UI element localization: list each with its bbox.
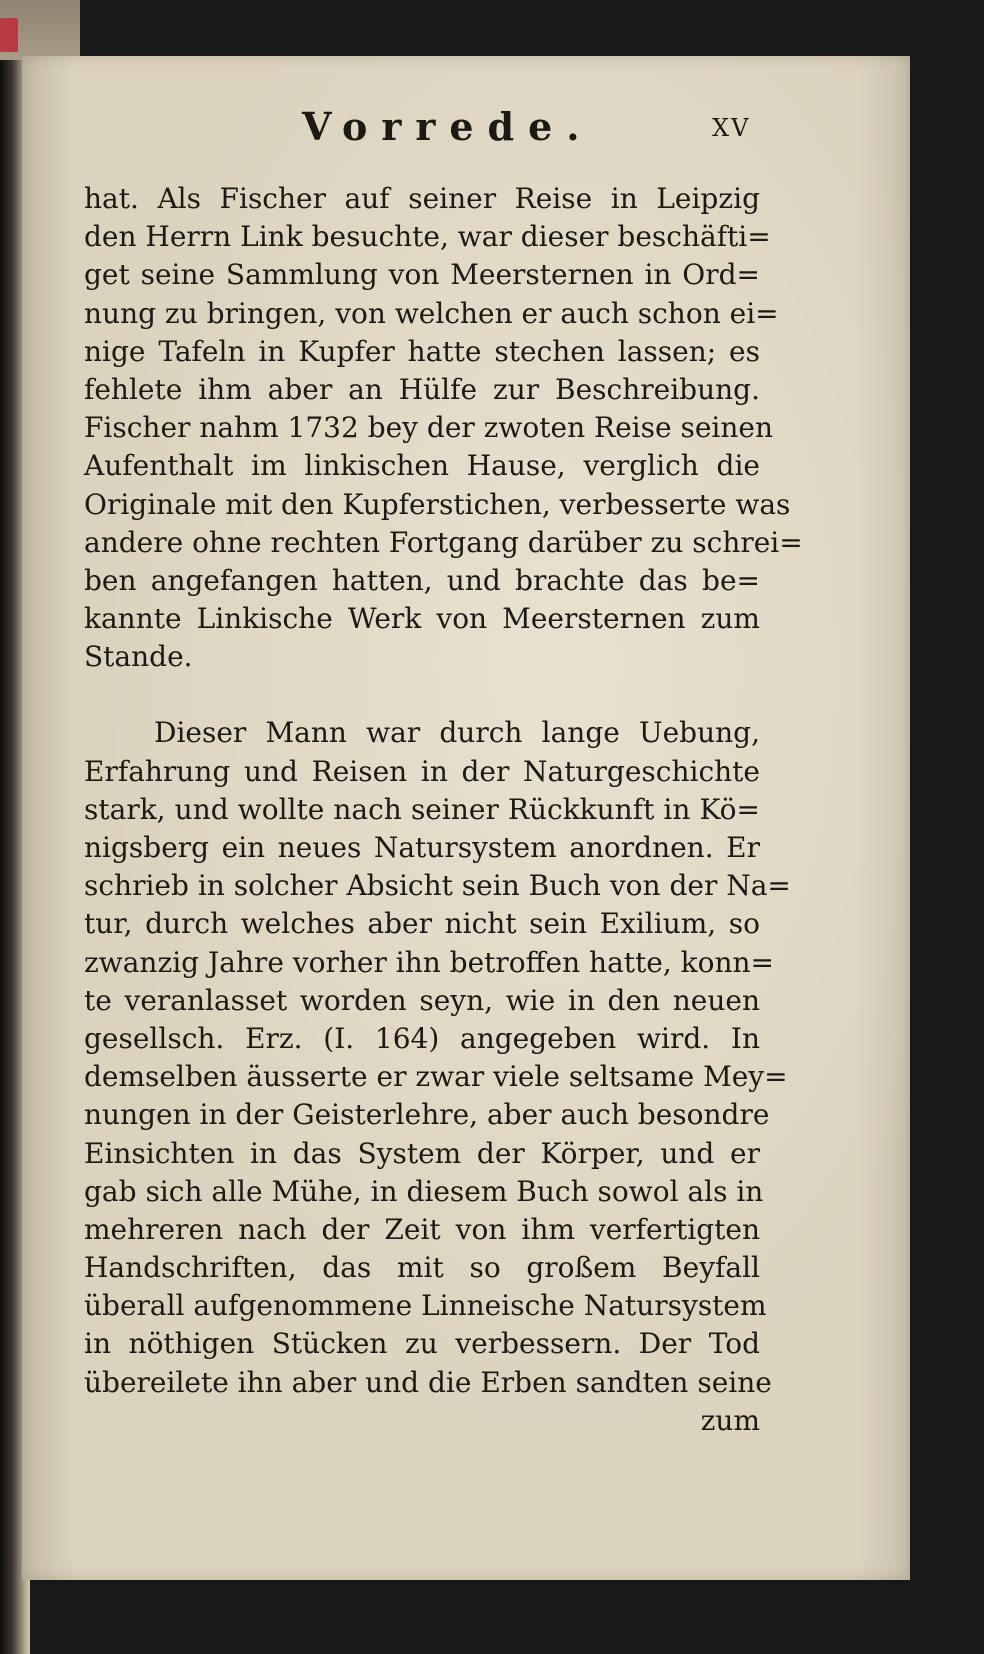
catchword: zum — [700, 1403, 760, 1437]
text-line: gab sich alle Mühe, in diesem Buch sowol als in — [84, 1174, 764, 1208]
text-line: Handschriften, das mit so großem Beyfall — [84, 1251, 760, 1285]
text-line: schrieb in solcher Absicht sein Buch von der Na= — [84, 869, 791, 903]
text-line: demselben äusserte er zwar viele seltsame Mey= — [84, 1060, 788, 1094]
text-line: nungen in der Geisterlehre, aber auch besondre — [84, 1098, 770, 1132]
text-line: fehlete ihm aber an Hülfe zur Beschreibung. — [84, 372, 760, 406]
text-line: tur, durch welches aber nicht sein Exilium, so — [84, 907, 760, 941]
body-text — [84, 180, 803, 1440]
text-line: te veranlasset worden seyn, wie in den neuen — [84, 983, 760, 1017]
text-line: Stande. — [84, 640, 193, 674]
paragraph-gap — [84, 676, 760, 714]
text-line: Einsichten in das System der Körper, und er — [84, 1136, 760, 1170]
text-line: nigsberg ein neues Natursystem anordnen. Er — [84, 831, 760, 864]
page-header — [22, 104, 910, 164]
text-line: gesellsch. Erz. (I. 164) angegeben wird. In — [84, 1021, 760, 1055]
text-line: andere ohne rechten Fortgang darüber zu schrei= — [84, 525, 803, 559]
running-title: Vorrede. — [302, 104, 594, 149]
text-line: nige Tafeln in Kupfer hatte stechen lassen; es — [84, 334, 760, 368]
text-line: hat. Als Fischer auf seiner Reise in Leipzig — [84, 182, 760, 215]
text-line: übereilete ihn aber und die Erben sandten seine — [84, 1365, 772, 1399]
text-line: den Herrn Link besuchte, war dieser beschäfti= — [84, 220, 771, 254]
page-number: XV — [712, 114, 751, 142]
text-line: Fischer nahm 1732 bey der zwoten Reise seinen — [84, 411, 773, 445]
text-line: get seine Sammlung von Meersternen in Ord= — [84, 258, 760, 292]
text-line: in nöthigen Stücken zu verbessern. Der Tod — [84, 1327, 760, 1361]
text-line: mehreren nach der Zeit von ihm verfertigten — [84, 1212, 760, 1246]
bookmark-ribbon — [0, 18, 18, 52]
text-line: Originale mit den Kupferstichen, verbesserte was — [84, 487, 791, 521]
text-line: Dieser Mann war durch lange Uebung, — [154, 716, 760, 750]
text-line: zwanzig Jahre vorher ihn betroffen hatte, konn= — [84, 945, 774, 979]
text-line: stark, und wollte nach seiner Rückkunft in Kö= — [84, 792, 760, 826]
text-line: überall aufgenommene Linneische Natursystem — [84, 1289, 767, 1323]
text-line: Erfahrung und Reisen in der Naturgeschichte — [84, 754, 760, 788]
text-line: Aufenthalt im linkischen Hause, verglich die — [84, 449, 760, 483]
book-page — [22, 56, 910, 1580]
text-line: ben angefangen hatten, und brachte das be= — [84, 563, 760, 597]
text-line: kannte Linkische Werk von Meersternen zum — [84, 602, 760, 636]
text-line: nung zu bringen, von welchen er auch schon ei= — [84, 296, 779, 330]
